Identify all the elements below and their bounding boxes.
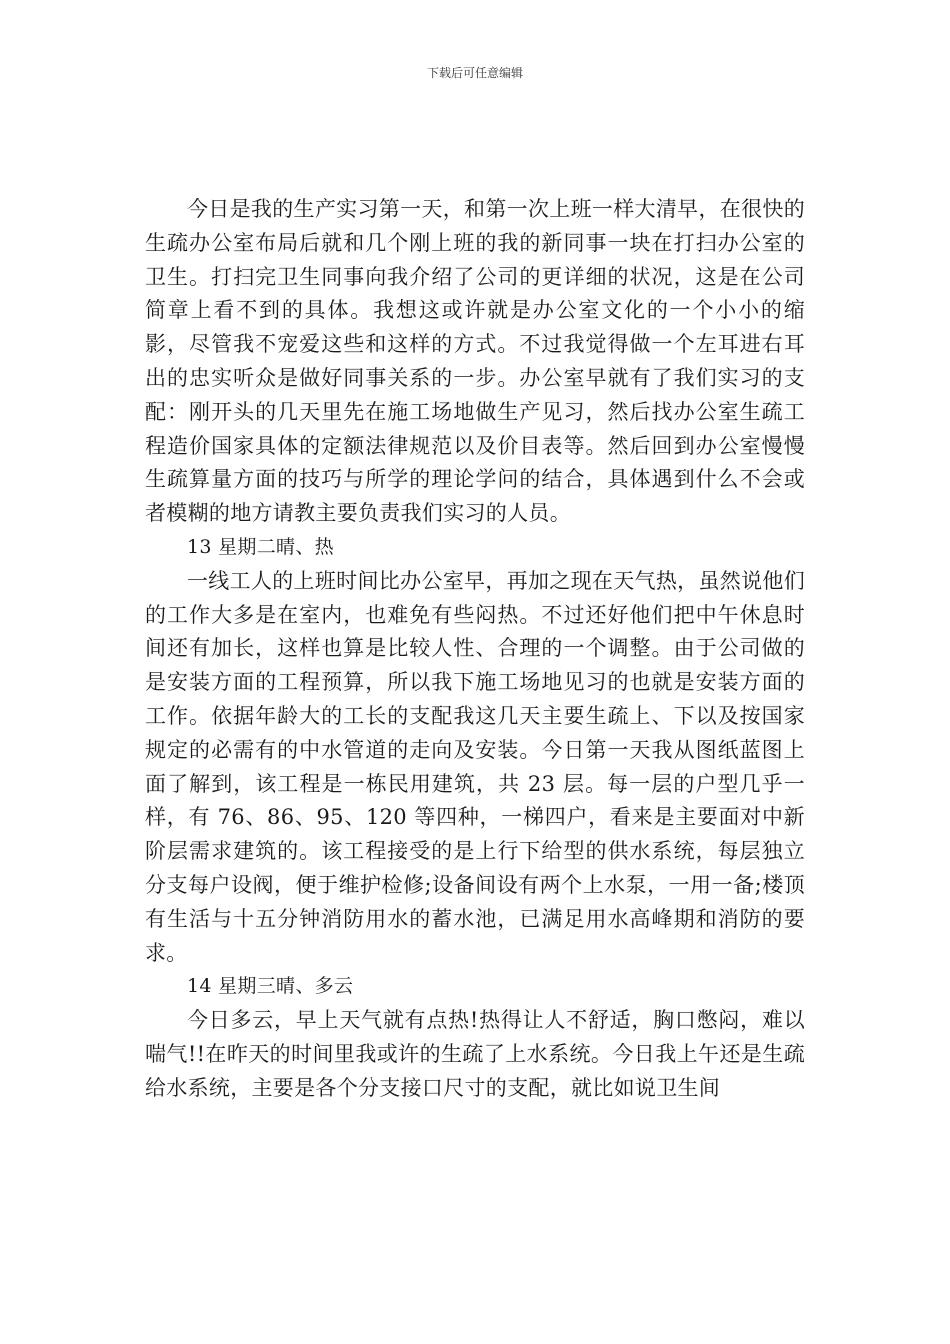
date-heading-14: 14 星期三晴、多云: [187, 975, 354, 998]
paragraph-intro: 今日是我的生产实习第一天，和第一次上班一样大清早，在很快的生疏办公室布局后就和几个刚上班的我的新同事一块在打扫办公室的卫生。打扫完卫生同事向我介绍了公司的更详细的状况，这是在公司简章上看不到的具体。我想这或许就是办公室文化的一个小小的缩影，尽管我不宠爱这些和这样的方式。不过我觉得做一个左耳进右耳出的忠实听众是做好同事关系的一步。办公室早就有了我们实习的支配：刚开头的几天里先在施工场地做生产见习，然后找办公室生疏工程造价国家具体的定额法律规范以及价目表等。然后回到办公室慢慢生疏算量方面的技巧与所学的理论学问的结合，具体遇到什么不会或者模糊的地方请教主要负责我们实习的人员。: [145, 197, 805, 526]
document-body: [145, 193, 805, 1106]
page-header-note: 下载后可任意编辑: [426, 66, 523, 80]
paragraph-day-13: 一线工人的上班时间比办公室早，再加之现在天气热，虽然说他们的工作大多是在室内，也难免有些闷热。不过还好他们把中午休息时间还有加长，这样也算是比较人性、合理的一个调整。由于公司做的是安装方面的工程预算，所以我下施工场地见习的也就是安装方面的工作。依据年龄大的工长的支配我这几天主要生疏上、下以及按国家规定的必需有的中水管道的走向及安装。今日第一天我从图纸蓝图上面了解到，该工程是一栋民用建筑，共 23 层。每一层的户型几乎一样，有 76、86、95、120 等四种，一梯四户，看来是主要面对中新阶层需求建筑的。该工程接受的是上行下给型的供水系统，每层独立分支每户设阀，便于维护检修;设备间设有两个上水泵，一用一备;楼顶有生活与十五分钟消防用水的蓄水池，已满足用水高峰期和消防的要求。: [145, 568, 805, 965]
date-heading-13: 13 星期二晴、热: [187, 535, 334, 558]
paragraph-day-14: 今日多云，早上天气就有点热!热得让人不舒适，胸口憋闷，难以喘气!!在昨天的时间里我或许的生疏了上水系统。今日我上午还是生疏给水系统，主要是各个分支接口尺寸的支配，就比如说卫生间: [145, 1008, 805, 1100]
